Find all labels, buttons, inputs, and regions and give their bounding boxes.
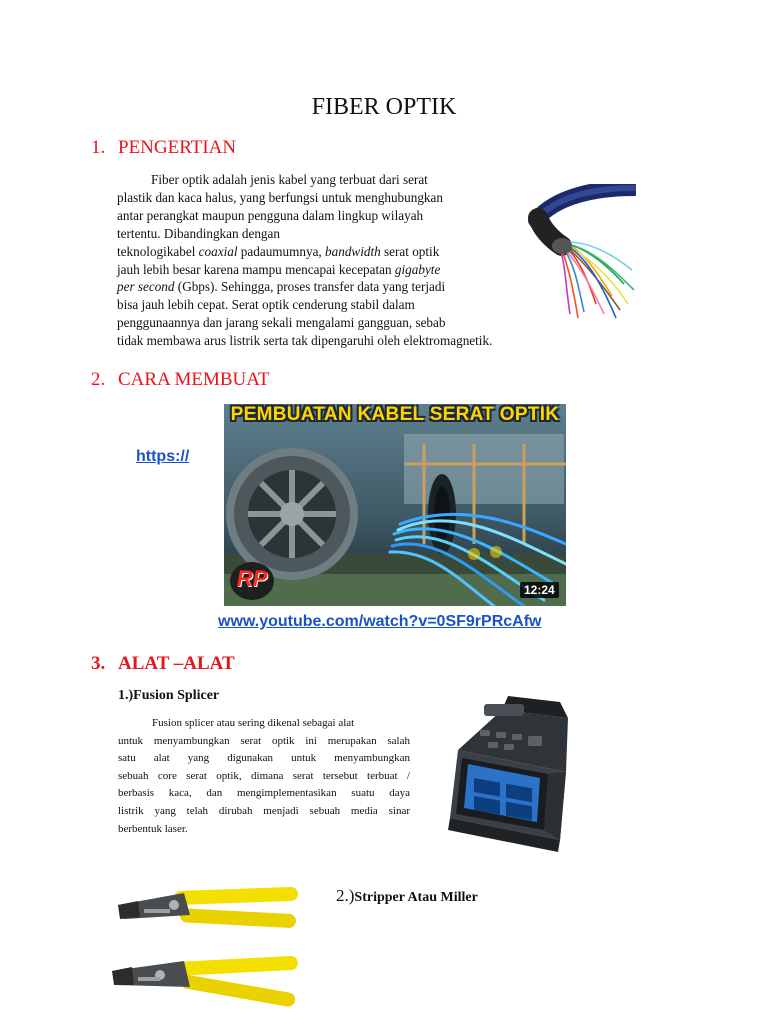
tool-name: Stripper Atau Miller [354,890,478,905]
tool-title-stripper [336,886,478,906]
channel-logo-text: RP [236,566,268,591]
paragraph-line: tertentu. Dibandingkan dengan [117,225,280,241]
paragraph-line: berbentuk laser. [118,822,188,835]
section-title: CARA MEMBUAT [118,369,270,390]
paragraph-line: per second (Gbps). Sehingga, proses transfer data yang terjadi [117,279,446,295]
paragraph-line: plastik dan kaca halus, yang berfungsi untuk menghubungkan [117,189,443,205]
short-link[interactable]: https:// [136,448,190,465]
paragraph-line: teknologikabel coaxial padaumumnya, bandwidth serat optik [117,243,440,259]
paragraph-line: untuk menyambungkan serat optik ini merupakan salah [118,734,410,747]
italic-term: per second [117,279,175,295]
section-number: 1. [91,137,106,158]
tool-number: 2.) [336,886,355,905]
stripper-tool-image [104,875,304,1025]
section-heading-alat [91,653,235,675]
factory-scene [224,404,566,606]
video-duration-badge: 12:24 [520,582,559,598]
page-title: FIBER OPTIK [311,94,457,120]
section-title: PENGERTIAN [118,137,237,158]
pengertian-paragraph [117,171,567,350]
paragraph-line: penggunaannya dan jarang sekali mengalami gangguan, sebab [117,315,446,331]
tool-title-fusion-splicer: 1.)Fusion Splicer [118,688,220,703]
paragraph-line: satu alat yang digunakan untuk menyambungkan [118,752,410,765]
paragraph-line: berbasis kaca, dan mengimplementasikan suatu daya [118,787,410,800]
paragraph-line: Fiber optik adalah jenis kabel yang terbuat dari serat [151,172,428,187]
video-title-overlay: PEMBUATAN KABEL SERAT OPTIK [230,404,560,425]
section-heading-pengertian [91,137,236,159]
paragraph-line: Fusion splicer atau sering dikenal sebagai alat [152,717,355,729]
fusion-splicer-paragraph [118,715,410,838]
section-number: 2. [91,369,106,390]
youtube-link[interactable]: www.youtube.com/watch?v=0SF9rPRcAfw [218,613,542,630]
italic-term: coaxial [198,243,238,259]
channel-logo [230,562,274,600]
section-number: 3. [91,653,106,674]
video-thumbnail[interactable] [224,404,566,606]
paragraph-line: jauh lebih besar karena mampu mencapai kecepatan gigabyte [117,261,441,277]
section-heading-cara-membuat [91,369,270,391]
italic-term: bandwidth [325,243,381,259]
section-title: ALAT –ALAT [118,653,235,674]
paragraph-line: antar perangkat maupun pengguna dalam lingkup wilayah [117,207,424,223]
paragraph-line: listrik yang telah dirubah menjadi sebuah media sinar [118,804,410,817]
paragraph-line: tidak membawa arus listrik serta tak dipengaruhi oleh elektromagnetik. [117,333,493,349]
fusion-splicer-image [440,690,580,860]
italic-term: gigabyte [394,261,441,277]
paragraph-line: sebuah core serat optik, dimana serat tersebut terbuat / [118,769,410,782]
fiber-cable-image [526,184,636,320]
paragraph-line: bisa jauh lebih cepat. Serat optik cenderung stabil dalam [117,297,415,313]
